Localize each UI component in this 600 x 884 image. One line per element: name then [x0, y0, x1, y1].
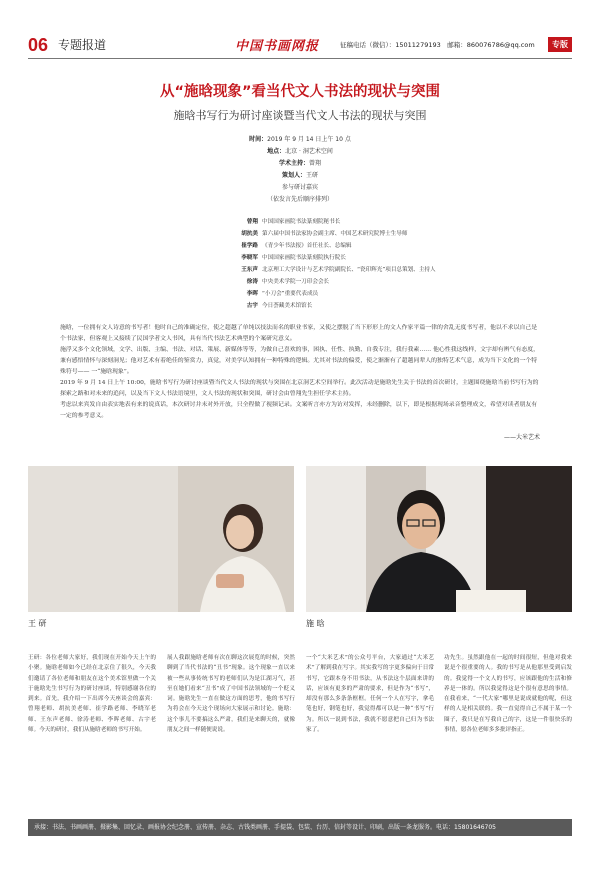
guest-name: 王东声 — [241, 267, 258, 273]
signoff: ——大米艺术 — [503, 434, 540, 441]
caption-left: 王 研 — [28, 619, 47, 628]
guest-role: “小刀会”重要代表成员 — [262, 291, 319, 297]
guest-row — [0, 252, 600, 264]
guest-list — [0, 216, 600, 312]
guest-role: 北京理工大学设计与艺术学院副院长、“瓷印辉光”项目总策划、主持人 — [262, 267, 436, 273]
body-column: 功先生。虽然跟他在一起的时间很短，但他对我来说是个很重要的人。我的书写是从他那里受到启发的。我觉得一个文人的书写，应该跟他的生活和修养是一体的。所以我觉得这是个很有意思的事情。在我看来，“一代大家”哪里是说成就他的呢，但这样的人是相关联的。我一直觉得自己不属于某一个圈子，我只是在写我自己的字，这是一件很快乐的事情，愿各位老师多多批评指正。 — [444, 655, 572, 734]
guest-role: 中国国家画院书法篆刻院执行院长 — [262, 255, 346, 261]
guest-name: 胡抗美 — [241, 231, 258, 237]
body-columns — [28, 653, 572, 811]
order-note: （依发言先后顺序排列） — [266, 196, 333, 203]
guest-name: 古宇 — [246, 303, 258, 309]
guest-role: 今日荟藏美术馆馆长 — [262, 303, 313, 309]
guest-row — [0, 264, 600, 276]
guest-row — [0, 288, 600, 300]
guest-row — [0, 300, 600, 312]
guest-row — [0, 276, 600, 288]
guest-name: 李晓军 — [241, 255, 258, 261]
event-meta — [0, 134, 600, 206]
article-title: 从“施晗现象”看当代文人书法的现状与突围 — [159, 84, 441, 100]
guest-role: 《青少年书法报》首任社长、总编辑 — [262, 243, 352, 249]
intro-paragraph: 施浮又多个文化领域，文学、出版、主编、书法、对话、策展、新媒体等等，为做自己喜欢的事，困执、任性、执勤、自我专注，我行我素…… 他心性我这线样，文字却有辨气有态度，兼有感悟情怀与深刻洞见；他对艺术有着绝佳的鉴赏力，真觉，对美学认知拥有一种特殊的逻辑。尤其对书法的偏爱，使之渐渐有了超越同辈人的独特艺术气息，成为当下文化的一个特殊符号—— 一“施晗现象”。 — [60, 347, 540, 375]
page-number: 06 — [28, 35, 49, 55]
intro-paragraph: 考虑以来宾发自由表实地表有来的说真话，本次研讨并未对外开放，只全程做了视频记录。文案听言亦方为访对发挥，未经删除，以下，即是根据现场录音整理成文，希望对读者朋友有一定的参考意义。 — [60, 402, 538, 419]
article-subtitle: 施晗书写行为研讨座谈暨当代文人书法的现状与突围 — [173, 109, 427, 122]
guest-row — [0, 216, 600, 228]
guest-name: 徐涛 — [246, 279, 258, 285]
caption-right: 施 晗 — [306, 619, 325, 628]
planner-label: 策划人： — [281, 172, 306, 179]
host-label: 学术主持： — [278, 160, 309, 167]
portrait-woman — [28, 466, 294, 612]
time-label: 时间： — [249, 136, 268, 143]
intro-paragraph: 施晗，一位拥有文人诗意的书写者！他时自己的准确定位，使之超越了单纯以技法而名的职业书家，又使之摆脱了当下形形上的文人作家平篇一律的舍乱无度书写者，他以不求以自己是个书法家，但客观上又接续了民国学者文人书风，具有当代书法艺术典型的个案研究意义。 — [60, 325, 538, 342]
place-label: 地点： — [267, 148, 286, 155]
page-header — [28, 34, 572, 56]
intro-text — [60, 323, 540, 422]
portrait-man — [306, 466, 572, 612]
photo-shi-han — [306, 466, 572, 612]
guest-role: 第六届中国书法家协会副主席、中国艺术研究院博士生导师 — [262, 231, 408, 237]
masthead-logo: 中国书画网报 — [235, 39, 320, 54]
intro-paragraph: 2019 年 9 月 14 日上午 10:00，施晗书写行为研讨座谈暨当代文人书法的现状与突围在北京洞艺术空间举行。此次活动是施晗先生关于书法的首次研讨，主题围绕施晗当前书写行为的探索之路和对未来的追问，以及当下文人书法语境里，文人书法的现状和突围，研讨会由曾翔先生担任学术主持。 — [60, 380, 539, 397]
photo-wang-yan — [28, 466, 294, 612]
contact-info: 征稿电话（微信）：15011279193 邮箱：860076786@qq.com — [340, 41, 535, 49]
event-host: 曾翔 — [309, 160, 322, 167]
guest-role: 中国国家画院书法篆刻院秘书长 — [262, 219, 341, 225]
guest-row — [0, 228, 600, 240]
special-edition-badge: 专版 — [548, 37, 572, 52]
guest-name: 曾翔 — [246, 219, 258, 225]
header-rule — [28, 58, 572, 59]
attendees-heading: 参与研讨嘉宾 — [281, 184, 318, 191]
event-planner: 王研 — [306, 172, 319, 179]
guest-role: 中央美术学院一刀印会会长 — [262, 279, 330, 285]
footer-ad: 承接：书法、书画画册、摄影集、回忆录、画报协会纪念册、宣传册、杂志、古钱类画册、手提袋、包装、台历、信封等设计、印刷，出版一条龙服务。电话：15801646705 — [28, 819, 572, 836]
body-column: 王研：各位老师大家好，我们现在开始今天上午的小聚。施晗老师如今已经在北京住了很久，今天我们邀请了各位老师和朋友在这个美术馆里做一个关于施晗先生书写行为的研讨座谈，特别感谢各位的到来。首先，我介绍一下出席今天座谈会的嘉宾：曾翔老师、胡抗美老师、崔学路老师、李晓军老师、王东声老师、徐涛老师、李晖老师、古宇老师。今天的研讨，我们从施晗老师的书写开始。 — [28, 655, 156, 734]
section-name: 专题报道 — [58, 38, 107, 52]
body-column: 一个“大米艺术”的公众号平台，大家通过“大米艺术”了解到我在写字。其实我写的字更多偏向于日常书写，它跟本身不用书法，从书法这个层面来讲的话，应该有更多的严肃的要求，但是作为“书写”，却没有那么多条条框框。任何一个人在写字，拿毛笔也好，钢笔也好，我觉得都可以是一种“书写”行为。所以一说到书法，我就不愿意把自己归为书法家了。 — [306, 655, 434, 734]
guest-name: 李晖 — [246, 291, 258, 297]
event-place: 北京 · 洞艺术空间 — [285, 148, 333, 155]
event-time: 2019 年 9 月 14 日上午 10 点 — [267, 136, 351, 143]
guest-name: 崔学路 — [241, 243, 258, 249]
guest-row — [0, 240, 600, 252]
body-column: 展人我跟施晗老师有次在聊这次展览的时候，突然聊到了当代书法的“丑书”现象。这个现象一直以来被一些从事传统书写的老师们认为是江湖习气，甚至在她们看来“丑书”成了中国书法领域的一个贬义词。施晗先生一直在做这方面的思考，他的书写行为将会在今天这个现场向大家展示和讨论。施晗：这个事儿不要搞这么严肃，我们是来聊天的，就像朋友之间一样随便说说。 — [167, 655, 295, 734]
